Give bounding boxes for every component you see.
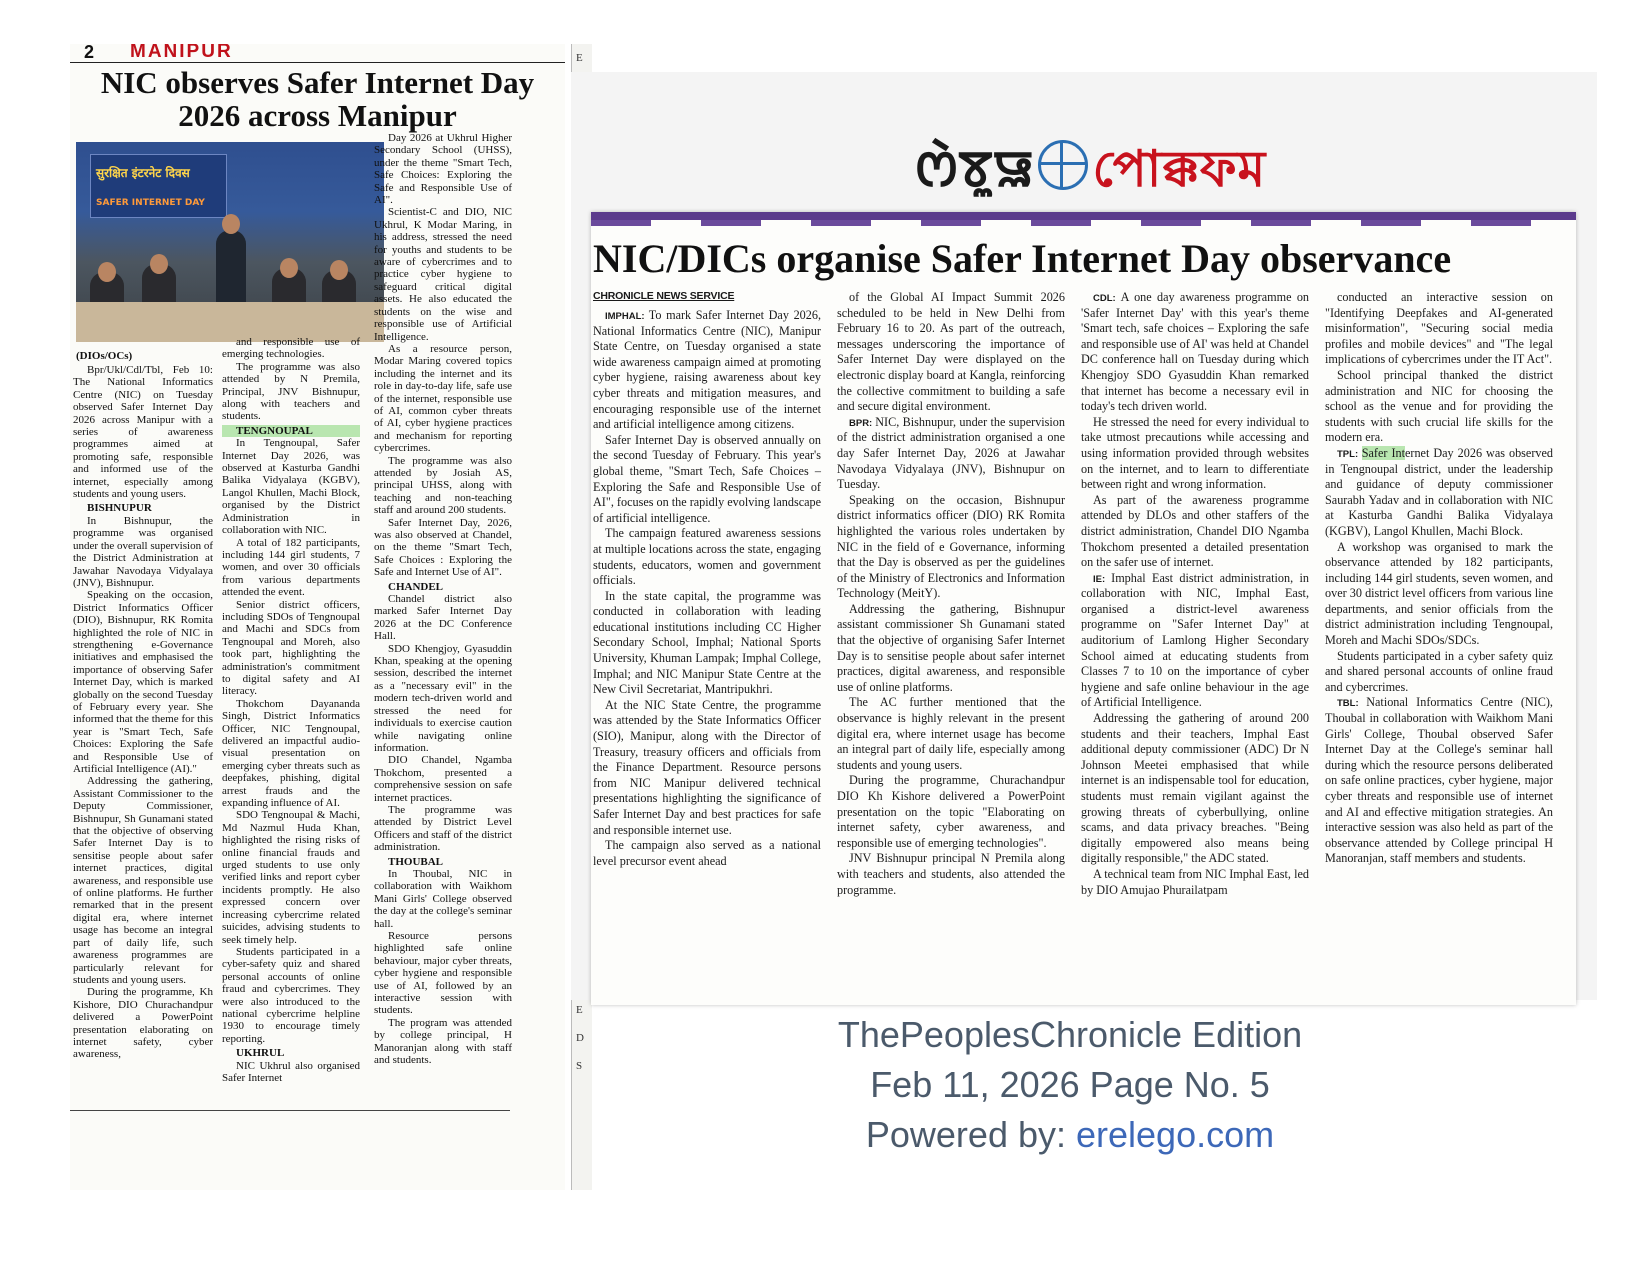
paragraph-text: Addressing the gathering, Bishnupur assistant commissioner Sh Gunamani stated that the objective of organising Safer Internet Day is to sensitise people about safer internet practices, digital awareness, and responsible use of online platforms.	[837, 601, 1065, 694]
paragraph: A total of 182 participants, including 144 girl students, 7 women, and over 30 officials from various departments attended the event.	[222, 536, 360, 599]
masthead-bengali: পোক্কফম	[1092, 140, 1267, 198]
paragraph: In Tengnoupal, Safer Internet Day 2026, was observed at Kasturba Gandhi Balika Vidyalaya (KGBV), Langol Khullen, Machi Block, organised by the District Administration in collaboration with NIC.	[222, 437, 360, 537]
paragraph	[593, 308, 821, 433]
paragraph-text: JNV Bishnupur principal N Premila along with teachers and students, also attended the programme.	[837, 851, 1065, 897]
paragraph: In Bishnupur, the programme was organised under the overall supervision of the District Administration at Jawahar Navodaya Vidyalaya (JNV), Bishnupur.	[73, 514, 213, 589]
paragraph-text: of the Global AI Impact Summit 2026 scheduled to be held in New Delhi from February 16 to 20. As part of the outreach, messages underscoring the importance of Safer Internet Day were displayed on the electronic display board at Kangla, reinforcing the collective commitment to building a safe and secure digital environment.	[837, 290, 1065, 414]
person-head	[98, 262, 116, 282]
paragraph	[593, 589, 821, 698]
paragraph-text: National Informatics Centre (NIC), Thoubal in collaboration with Waikhom Mani Girls' College, Thoubal observed Safer Internet Day at the College's seminar hall during which the resource persons deliberated on safe online practices, cyber hygiene, major cyber threats and responsible use of internet and AI and effective mitigation strategies. An interactive session was also held as part of the observance attended by College principal H Manoranjan, staff members and students.	[1325, 695, 1553, 866]
paragraph-text: In the state capital, the programme was conducted in collaboration with leading educational institutions including CC Higher Secondary School, Imphal; National Sports University, Khuman Lampak; Imphal College, Imphal; and NIC Manipur State Centre at the New Civil Secretariat, Mantripukhri.	[593, 588, 821, 697]
article-column-3	[1081, 290, 1309, 898]
event-photo	[76, 142, 384, 342]
paragraph	[1081, 493, 1309, 571]
paragraph-text: At the NIC State Centre, the programme was attended by the State Informatics Officer (SIO), Manipur, along with the Director of Treasury, treasury officers and officials from the Finance Department. Resource persons from NIC Manipur delivered technical presentations highlighting the significance of Safer Internet Day and best practices for safe and responsible internet use.	[593, 697, 821, 837]
paragraph	[837, 695, 1065, 773]
dateline-tag: CDL:	[1093, 293, 1121, 304]
dateline-tag: TPL:	[1337, 448, 1362, 460]
subheading: CHANDEL	[388, 580, 444, 593]
erelego-link[interactable]: erelego.com	[1076, 1114, 1275, 1155]
paragraph-text: Safer Internet Day is observed annually on the second Tuesday of February. This year's global theme, "Smart Tech, Safe Choices – Exploring the Safe and Responsible Use of AI", focuses on the rapidly evolving landscape of artificial intelligence.	[593, 432, 822, 525]
page-number: 2	[84, 44, 95, 62]
person-head	[150, 254, 168, 274]
dateline-tag: IE:	[1093, 573, 1112, 585]
paragraph	[593, 698, 821, 838]
paragraph: SDO Khengjoy, Gyasuddin Khan, speaking at the opening session, described the internet as a "necessary evil" in the modern tech-driven world and stressed the need for individuals to exercise caution while navigating online information.	[374, 642, 512, 754]
paragraph-text: The campaign also served as a national level precursor event ahead	[593, 838, 821, 868]
paragraph: Safer Internet Day, 2026, was also observed at Chandel, on the theme "Smart Tech, Safe Choices : Exploring the Safe and Internet Use of AI".	[374, 516, 512, 579]
paragraph	[1081, 415, 1309, 493]
left-column-3	[374, 132, 512, 1066]
paragraph: The program was attended by college principal, H Manoranjan along with staff and students.	[374, 1016, 512, 1067]
paragraph-text: To mark Safer Internet Day 2026, National Informatics Centre (NIC), Manipur State Centre, on Tuesday organised a state wide awareness campaign aimed at promoting cyber hygiene, raising awareness about key cyber threats and mitigation measures, and encouraging responsible use of the internet and artificial intelligence among citizens.	[593, 308, 821, 432]
paragraph	[1325, 695, 1553, 867]
paragraph: DIO Chandel, Ngamba Thokchom, presented a comprehensive session on safe internet practices.	[374, 754, 512, 804]
paragraph	[1325, 540, 1553, 649]
paragraph: Scientist-C and DIO, NIC Ukhrul, K Modar Maring, in his address, stressed the need for youths and students to be aware of cybercrimes and to practice cyber hygiene to safeguard critical digital assets. He also educated the students on the wise and responsible use of Artificial Intelligence.	[374, 206, 512, 343]
dateline-tag: TBL:	[1337, 698, 1367, 710]
article-column-1	[593, 290, 821, 869]
paragraph: Day 2026 at Ukhrul Higher Secondary School (UHSS), under the theme "Smart Tech, Safe Choices: Exploring the Safe and Responsible Use of AI".	[374, 132, 512, 207]
article-column-4	[1325, 290, 1553, 867]
paragraph: The programme was also attended by Josiah AS, principal UHSS, along with teaching and non-teaching staff and around 200 students.	[374, 454, 512, 517]
paragraph	[837, 290, 1065, 415]
paragraph-text: During the programme, Churachandpur DIO Kh Kishore delivered a PowerPoint presentation on the topic "Elaborating on internet safety, cyber awareness, and responsible use of emerging technologies".	[837, 773, 1065, 850]
paragraph-text: Students participated in a cyber safety quiz and shared personal accounts of online fraud and cybercrimes.	[1325, 648, 1553, 694]
paragraph-text: Speaking on the occasion, Bishnupur district informatics officer (DIO) RK Romita highlighted the various roles undertaken by NIC in the field of e Governance, informing that the Day is observed as per the guidelines of the Ministry of Electronics and Information Technology (MeitY).	[837, 492, 1065, 601]
paragraph	[1081, 290, 1309, 415]
paragraph-text: The AC further mentioned that the observance is highly relevant in the present digital era, where internet usage has become an integral part of daily life, especially among students and young users.	[837, 695, 1065, 772]
paragraph: The programme was also attended by N Premila, Principal, JNV Bishnupur, along with teachers and students.	[222, 360, 360, 423]
masthead-meitei: ꯁꯥꯕꯨꯎ	[915, 140, 1035, 198]
left-column-1	[73, 364, 213, 1061]
page-header	[70, 44, 565, 63]
paragraph	[837, 493, 1065, 602]
paragraph-text: School principal thanked the district administration and NIC for choosing the school as the venue and for providing the students with such crucial life skills for the modern era.	[1325, 367, 1553, 445]
paragraph-text: The campaign featured awareness sessions at multiple locations across the state, engaging students, educators, women and government officials.	[593, 526, 821, 588]
paragraph-text: Imphal East district administration, in collaboration with NIC, Imphal East, organised a district-level awareness programme on "Safer Internet Day" at auditorium of Lamlong Higher Secondary School aimed at educating students from Classes 7 to 10 on the importance of cyber hygiene and safe online behaviour in the age of Artificial Intelligence.	[1081, 570, 1310, 710]
masthead	[771, 132, 1411, 215]
edition-name: ThePeoplesChronicle Edition	[837, 1014, 1303, 1055]
article-clipping	[591, 212, 1576, 1005]
highlighted-text: Safer Int	[1361, 445, 1405, 460]
paragraph: Speaking on the occasion, District Informatics Officer (DIO), Bishnupur, RK Romita highlighted the role of NIC in strengthening e-Governance initiatives and emphasised the importance of observing Safer Internet Day, which is marked globally on the second Tuesday of February every year. She informed that the theme for this year is "Smart Tech, Safe Choices: Exploring the Safe and Responsible Use of Artificial Intelligence (AI)."	[73, 589, 213, 775]
paragraph	[1081, 711, 1309, 867]
right-newspaper-clipping	[571, 72, 1597, 1000]
paragraph-text: Addressing the gathering of around 200 students and their teachers, Imphal East additional deputy commissioner (ADC) Dr N Johnson Meetei emphasised that while internet is an indispensable tool for education, students must remain vigilant against the growing threats of cyberbullying, online scams, and data privacy breaches. "Being digitally empowered also means being digitally responsible," the ADC stated.	[1081, 711, 1309, 866]
edge-letter: D	[576, 1032, 584, 1044]
section-title: MANIPUR	[130, 44, 233, 62]
subheading: TENGNOUPAL	[222, 425, 360, 437]
powered-by-label: Powered by:	[865, 1114, 1076, 1155]
paragraph-text: A technical team from NIC Imphal East, led by DIO Amujao Phurailatpam	[1081, 866, 1309, 897]
subheading: UKHRUL	[236, 1047, 285, 1060]
edge-letter: E	[576, 1004, 583, 1016]
edition-date-page: Feb 11, 2026 Page No. 5	[870, 1064, 1270, 1105]
paragraph: SDO Tengnoupal & Machi, Md Nazmul Huda Khan, highlighted the rising risks of online financial frauds and urged students to use only verified links and report cyber incidents promptly. He also expressed concern over increasing cybercrime related suicides, advising students to seek timely help.	[222, 809, 360, 946]
photo-caption: (DIOs/OCs)	[76, 350, 133, 362]
paragraph	[837, 773, 1065, 851]
paragraph: Thokchom Dayananda Singh, District Informatics Officer, NIC Tengnoupal, delivered an impactful audio-visual presentation on emerging cyber threats such as deepfakes, phishing, digital arrest frauds and the expanding influence of AI.	[222, 697, 360, 810]
speaker-head	[222, 214, 240, 234]
paragraph-text: conducted an interactive session on "Identifying Deepfakes and AI-generated misinformation", "Securing social media profiles and mobile devices" and "The legal implications of cybercrimes under the IT Act".	[1325, 290, 1553, 367]
dateline-tag: BPR:	[849, 417, 876, 429]
paragraph: In Thoubal, NIC in collaboration with Waikhom Mani Girls' College observed the day at the college's seminar hall.	[374, 867, 512, 930]
paragraph: Students participated in a cyber-safety quiz and shared personal accounts of online fraud and cybercrimes. They were also introduced to the national cybercrime helpline 1930 to encourage timely reporting.	[222, 945, 360, 1045]
paragraph	[1325, 649, 1553, 696]
dateline-tag: IMPHAL:	[605, 311, 649, 322]
paragraph	[837, 851, 1065, 898]
subheading: BISHNUPUR	[87, 502, 152, 515]
article-headline: NIC/DICs organise Safer Internet Day observance	[593, 236, 1452, 281]
edge-letter: E	[576, 52, 583, 64]
paragraph	[1325, 446, 1553, 540]
left-newspaper-clipping	[70, 44, 565, 1190]
paragraph	[1325, 368, 1553, 446]
top-pattern-bar	[591, 220, 1576, 226]
paragraph	[837, 415, 1065, 493]
bottom-rule	[70, 1110, 510, 1111]
photo-banner-text: सुरक्षित इंटरनेट दिवस	[96, 166, 190, 180]
paragraph	[837, 602, 1065, 696]
byline: CHRONICLE NEWS SERVICE	[593, 290, 735, 302]
globe-icon	[1038, 140, 1088, 190]
paragraph: The programme was attended by District Level Officers and staff of the district administration.	[374, 803, 512, 854]
top-color-bar	[591, 212, 1576, 220]
person-head	[330, 260, 348, 280]
paragraph-text: A workshop was organised to mark the observance attended by 182 participants, including 144 girl students, seven women, and over 30 district level officers from various line departments, and senior officials from the district administration including Tengnoupal, Moreh and Machi SDOs/SDCs.	[1325, 539, 1553, 648]
paragraph-text: As part of the awareness programme attended by DLOs and other staffers of the district administration, Chandel DIO Ngamba Thokchom presented a detailed presentation on the safer use of internet.	[1081, 492, 1309, 570]
person-head	[280, 258, 298, 278]
paragraph-text: ernet Day 2026 was observed in Tengnoupal district, under the leadership and guidance of deputy commissioner Saurabh Yadav and in collaboration with NIC at Kasturba Gandhi Balika Vidyalaya (KGBV), Langol Khullen, Machi Block.	[1325, 445, 1553, 538]
article-column-2	[837, 290, 1065, 898]
paragraph	[1325, 290, 1553, 368]
paragraph	[593, 526, 821, 588]
edition-caption	[710, 1010, 1430, 1160]
paragraph-text: A one day awareness programme on 'Safer Internet Day' with this year's theme 'Smart tech, safe choices – Exploring the safe and responsible use of AI' was held at Chandel DC conference hall on Tuesday during which Khengjoy SDO Gyasuddin Khan remarked that internet has become a necessary evil in today's tech driven world.	[1081, 290, 1310, 414]
paragraph: Addressing the gathering, Assistant Commissioner to the Deputy Commissioner, Bishnupur, Sh Gunamani stated that the objective of observing Safer Internet Day is to sensitise people about safer internet practices, digital awareness, and responsible use of online platforms. He further remarked that in the present digital era, where internet usage has become an integral part of daily life, such awareness programmes are particularly relevant for students and young users.	[73, 775, 213, 986]
paragraph	[593, 838, 821, 869]
paragraph-text: NIC, Bishnupur, under the supervision of the district administration organised a one day Safer Internet Day, 2026 at Jawahar Navodaya Vidyalaya (JNV), Bishnupur on Tuesday.	[837, 414, 1065, 492]
powered-by	[710, 1110, 1430, 1160]
paragraph	[1081, 571, 1309, 711]
left-column-2	[222, 336, 360, 1084]
paragraph: NIC Ukhrul also organised Safer Internet	[222, 1059, 360, 1084]
paragraph: During the programme, Kh Kishore, DIO Churachandpur delivered a PowerPoint presentation elaborating on internet safety, cyber awareness,	[73, 986, 213, 1061]
paragraph: Bpr/Ukl/Cdl/Tbl, Feb 10: The National Informatics Centre (NIC) on Tuesday observed Safer Internet Day 2026 across Manipur with a series of awareness programmes aimed at promoting safe, responsible and informed use of the internet, especially among students and young users.	[73, 364, 213, 501]
paragraph	[593, 433, 821, 527]
paragraph-text: He stressed the need for every individual to take utmost precautions while accessing and using information provided through websites on the internet, and to learn to differentiate between right and wrong information.	[1081, 414, 1309, 492]
left-headline: NIC observes Safer Internet Day 2026 across Manipur	[100, 65, 535, 133]
subheading: THOUBAL	[388, 855, 444, 868]
paragraph	[1081, 867, 1309, 898]
paragraph: Chandel district also marked Safer Internet Day 2026 at the DC Conference Hall.	[374, 593, 512, 643]
paragraph: Senior district officers, including SDOs of Tengnoupal and Machi and SDCs from Tengnoupal and Moreh, also took part, highlighting the administration's commitment to digital safety and AI literacy.	[222, 598, 360, 698]
edge-letter: S	[576, 1060, 583, 1072]
paragraph: As a resource person, Modar Maring covered topics including the internet and its role in day-to-day life, safe use of the internet, responsible use of AI, common cyber threats of AI, cyber hygiene practices and mechanism for reporting cybercrimes.	[374, 342, 512, 455]
photo-banner-subtext: SAFER INTERNET DAY	[96, 198, 205, 208]
paragraph: Resource persons highlighted safe online behaviour, major cyber threats, cyber hygiene and responsible use of AI, followed by an interactive session with students.	[374, 930, 512, 1017]
paragraph: and responsible use of emerging technologies.	[222, 336, 360, 361]
